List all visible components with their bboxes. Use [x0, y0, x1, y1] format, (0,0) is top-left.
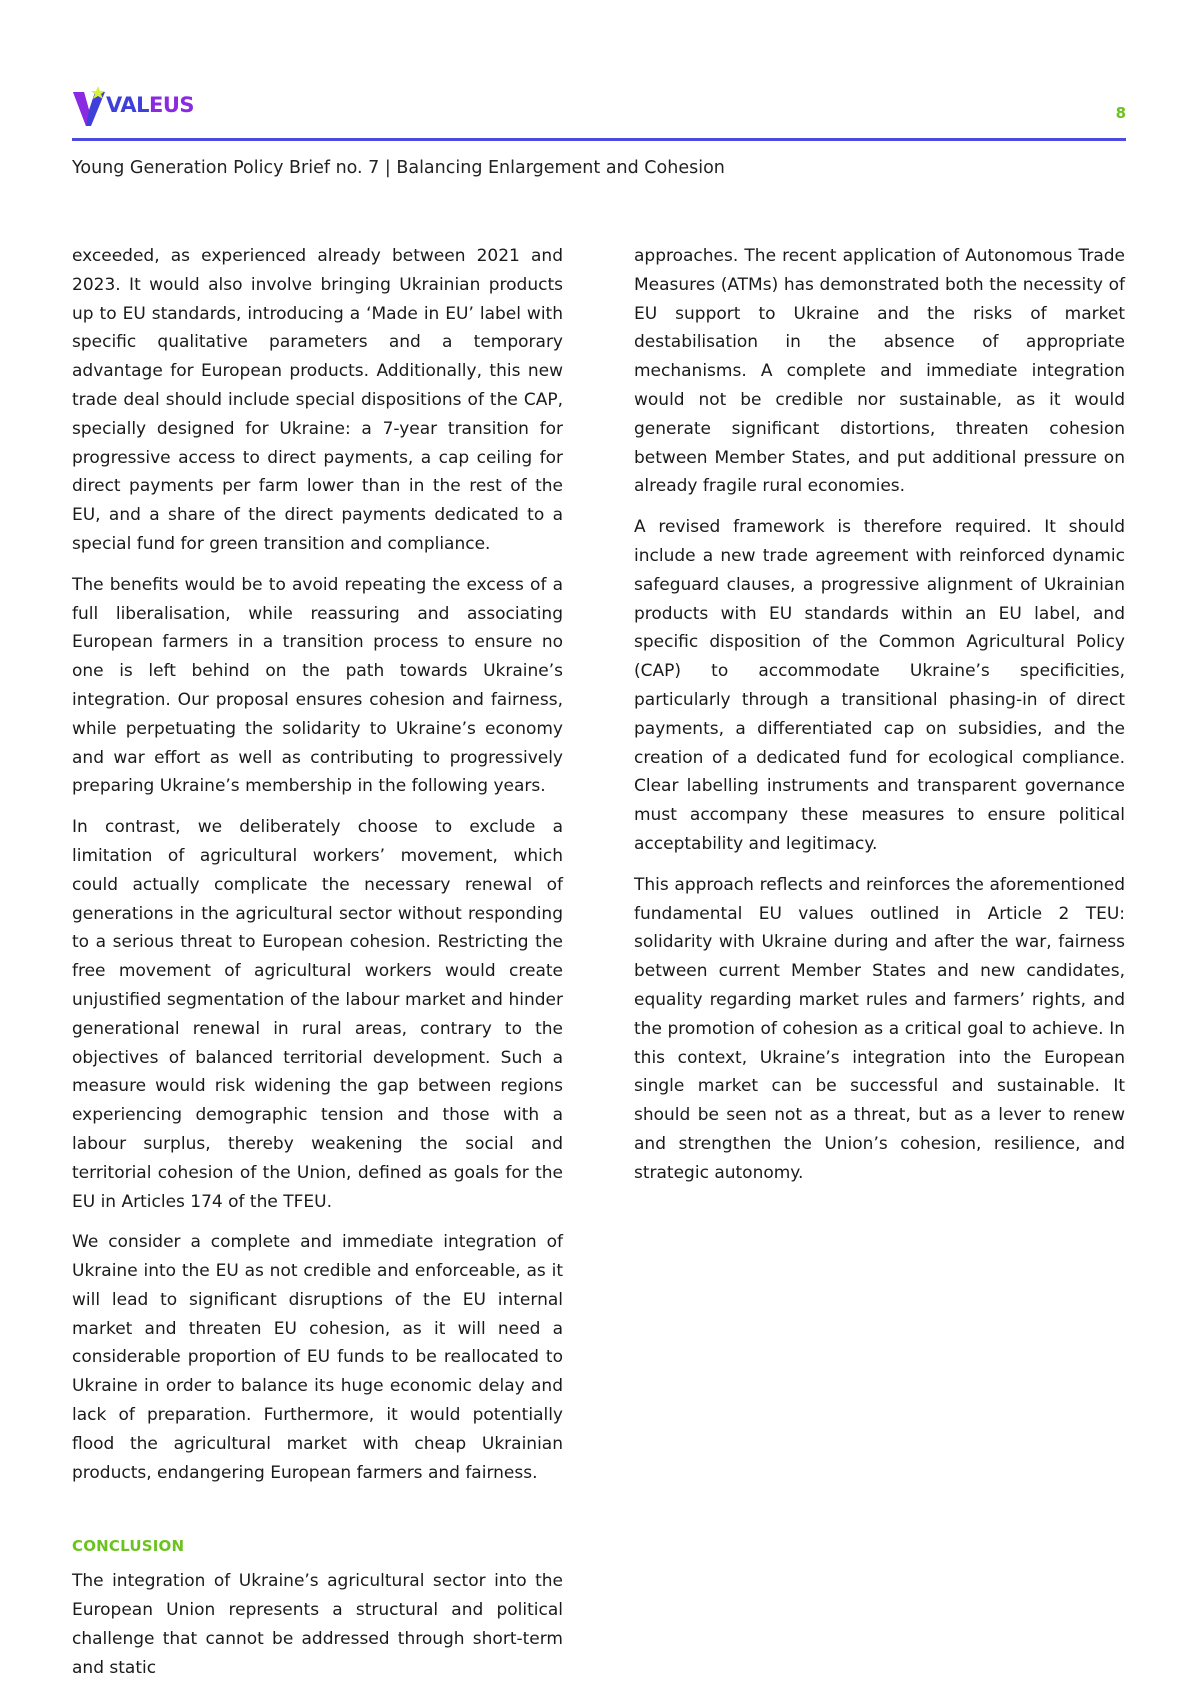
body-paragraph: exceeded, as experienced already between 2021 and 2023. It would also involve bringing Ukrainian products up to EU standards, introducing a ‘Made in EU’ label with specific qualitative parameters and a temporary advantage for European products. Additionally, this new trade deal should include special dispositions of the CAP, specially designed for Ukraine: a 7-year transition for progressive access to direct payments, a cap ceiling for direct payments per farm lower than in the rest of the EU, and a share of the direct payments dedicated to a special fund for green transition and compliance.	[72, 246, 563, 554]
body-paragraph: A revised framework is therefore required. It should include a new trade agreement with reinforced dynamic safeguard clauses, a progressive alignment of Ukrainian products with EU standards within an EU label, and specific disposition of the Common Agricultural Policy (CAP) to accommodate Ukraine’s specificities, particularly through a transitional phasing-in of direct payments, a differentiated cap on subsidies, and the creation of a dedicated fund for ecological compliance. Clear labelling instruments and transparent governance must accompany these measures to ensure political acceptability and legitimacy.	[634, 517, 1125, 854]
page-number: 8	[1115, 104, 1126, 122]
conclusion-heading: CONCLUSION	[72, 1537, 185, 1556]
body-paragraph: The benefits would be to avoid repeating the excess of a full liberalisation, while reassuring and associating European farmers in a transition process to ensure no one is left behind on the path towards Ukraine’s integration. Our proposal ensures cohesion and fairness, while perpetuating the solidarity to Ukraine’s economy and war effort as well as contributing to progressively preparing Ukraine’s membership in the following years.	[72, 574, 563, 797]
logo-wordmark	[106, 95, 194, 116]
header-rule	[72, 138, 1126, 141]
logo	[72, 86, 272, 130]
body-paragraph: We consider a complete and immediate integration of Ukraine into the EU as not credible and enforceable, as it will lead to significant disruptions of the EU internal market and threaten EU cohesion, as it will need a considerable proportion of EU funds to be reallocated to Ukraine in order to balance its huge economic delay and lack of preparation. Furthermore, it would potentially flood the agricultural market with cheap Ukrainian products, endangering European farmers and fairness.	[72, 1232, 563, 1483]
body-paragraph: approaches. The recent application of Autonomous Trade Measures (ATMs) has demonstrated both the necessity of EU support to Ukraine and the risks of market destabilisation in the absence of appropriate mechanisms. A complete and immediate integration would not be credible nor sustainable, as it would generate significant distortions, threaten cohesion between Member States, and put additional pressure on already fragile rural economies.	[634, 246, 1125, 497]
logo-wordmark-part2: EUS	[148, 93, 194, 117]
left-column	[72, 242, 563, 1695]
right-column	[634, 242, 1125, 1200]
valeus-v-logo-icon	[72, 86, 106, 128]
conclusion-paragraph: The integration of Ukraine’s agricultural sector into the European Union represents a structural and political challenge that cannot be addressed through short-term and static	[72, 1571, 563, 1678]
body-paragraph: In contrast, we deliberately choose to exclude a limitation of agricultural workers’ movement, which could actually complicate the necessary renewal of generations in the agricultural sector without responding to a serious threat to European cohesion. Restricting the free movement of agricultural workers would create unjustified segmentation of the labour market and hinder generational renewal in rural areas, contrary to the objectives of balanced territorial development. Such a measure would risk widening the gap between regions experiencing demographic tension and those with a labour surplus, thereby weakening the social and territorial cohesion of the Union, defined as goals for the EU in Articles 174 of the TFEU.	[72, 817, 563, 1212]
body-paragraph: This approach reflects and reinforces the aforementioned fundamental EU values outlined in Article 2 TEU: solidarity with Ukraine during and after the war, fairness between current Member States and new candidates, equality regarding market rules and farmers’ rights, and the promotion of cohesion as a critical goal to achieve. In this context, Ukraine’s integration into the European single market can be successful and sustainable. It should be seen not as a threat, but as a lever to renew and strengthen the Union’s cohesion, resilience, and strategic autonomy.	[634, 874, 1125, 1183]
running-title: Young Generation Policy Brief no. 7 | Balancing Enlargement and Cohesion	[72, 158, 725, 178]
logo-wordmark-part1: VAL	[106, 93, 149, 117]
